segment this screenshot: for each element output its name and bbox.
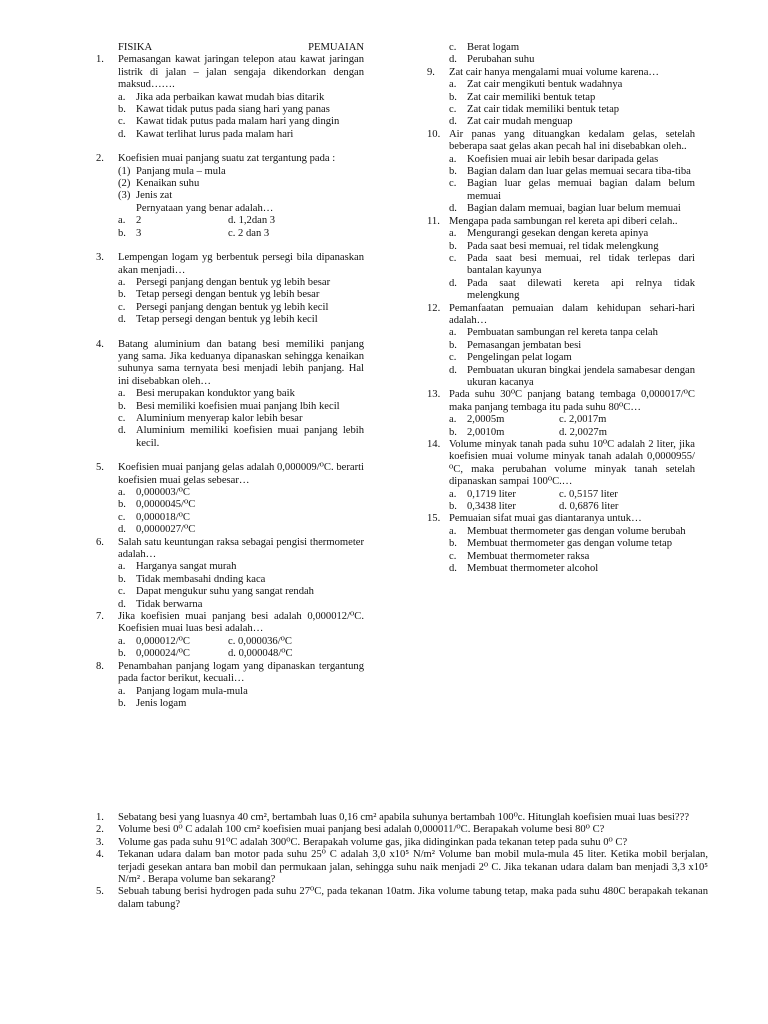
essay-text: Volume besi 0⁰ C adalah 100 cm² koefisien muai panjang besi adalah 0,000011/⁰C. Berapakah volume besi 80⁰ C? [118, 824, 605, 836]
answer-option [96, 512, 364, 524]
option-left [118, 648, 228, 660]
essay-question-list [96, 812, 708, 911]
option-letter: c. [118, 511, 126, 523]
answer-option [96, 116, 364, 128]
question-number: 10. [427, 128, 441, 140]
option-text: Zat cair mengikuti bentuk wadahnya [467, 79, 623, 91]
option-text: Kawat terlihat lurus pada malam hari [136, 128, 294, 140]
question-text: Jika koefisien muai panjang besi adalah 0,000012/⁰C. Koefisien muai luas besi adalah… [118, 611, 364, 635]
option-text: Koefisien muai air lebih besar daripada gelas [467, 153, 659, 165]
answer-option [427, 154, 695, 166]
essay-number: 2. [96, 824, 104, 836]
question-number: 8. [96, 660, 104, 672]
option-letter: c. [449, 550, 457, 562]
answer-option [427, 178, 695, 203]
statement-item [96, 190, 364, 202]
question-text: Air panas yang dituangkan kedalam gelas, setelah beberapa saat gelas akan pecah hal ini disebabkan oleh.. [449, 128, 695, 153]
answer-option [96, 401, 364, 413]
option-text: 2 [136, 215, 142, 227]
essay-question [96, 812, 708, 824]
option-text: Berat logam [467, 42, 520, 53]
question-item [427, 389, 695, 439]
option-text: Besi memiliki koefisien muai panjang lbih kecil [136, 400, 340, 412]
option-letter: b. [118, 289, 126, 301]
option-right: c. 2,0017m [559, 414, 607, 426]
question-row [427, 439, 695, 489]
option-right: d. 0,000048/⁰C [228, 648, 293, 660]
option-text: Aluminium menyerap kalor lebih besar [136, 412, 303, 424]
option-text: Perubahan suhu [467, 54, 535, 66]
essay-number: 3. [96, 836, 104, 848]
option-right: c. 0,5157 liter [559, 488, 618, 500]
option-letter: c. [118, 116, 126, 128]
essay-text: Sebuah tabung berisi hydrogen pada suhu 27⁰C, pada tekanan 10atm. Jika volume tabung tetap, maka pada suhu 480C berapakah tekanan dalam tabung? [118, 886, 708, 910]
question-item [427, 513, 695, 575]
answer-option [96, 92, 364, 104]
option-letter: c. [118, 412, 126, 424]
question-text: Mengapa pada sambungan rel kereta api diberi celah.. [449, 215, 678, 227]
question-text: Pemanfaatan pemuaian dalam kehidupan sehari-hari adalah… [449, 302, 695, 326]
option-text: Panjang logam mula-mula [136, 685, 248, 697]
answer-option [427, 253, 695, 278]
option-right: c. 0,000036/⁰C [228, 635, 292, 647]
statement-item [96, 178, 364, 190]
answer-option [96, 487, 364, 499]
answer-option [96, 289, 364, 301]
answer-option [96, 499, 364, 511]
answer-option [96, 586, 364, 598]
answer-option [427, 228, 695, 240]
answer-option [427, 327, 695, 339]
option-text: Persegi panjang dengan bentuk yg lebih kecil [136, 301, 329, 313]
question-text: Salah satu keuntungan raksa sebagai pengisi thermometer adalah… [118, 536, 364, 561]
option-text: 0,0000027/⁰C [136, 524, 196, 536]
answer-option [96, 277, 364, 289]
question-row [96, 537, 364, 562]
right-question-list [427, 42, 695, 575]
right-column [427, 42, 695, 575]
answer-option [427, 241, 695, 253]
option-left [449, 427, 559, 439]
question-item [427, 129, 695, 216]
option-right: d. 0,6876 liter [559, 501, 619, 513]
answer-option [96, 129, 364, 141]
statement-note: Pernyataan yang benar adalah… [136, 202, 274, 214]
option-text: 3 [136, 227, 142, 239]
option-text: Tetap persegi dengan bentuk yg lebih kecil [136, 314, 318, 326]
option-left [449, 489, 559, 501]
option-letter: d. [449, 203, 457, 215]
question-row [427, 216, 695, 228]
option-left [118, 636, 228, 648]
answer-option [427, 54, 695, 66]
statement-text: Kenaikan suhu [136, 178, 200, 190]
answer-option [427, 340, 695, 352]
option-text: Zat cair memiliki bentuk tetap [467, 91, 596, 103]
statement-label: (2) [118, 178, 131, 190]
question-number: 7. [96, 611, 104, 623]
question-item [427, 439, 695, 513]
subject-label: FISIKA [118, 42, 153, 53]
option-right: c. 2 dan 3 [228, 227, 270, 239]
option-text: Bagian luar gelas memuai bagian dalam belum memuai [467, 178, 695, 202]
option-text: Membuat thermometer gas dengan volume berubah [467, 525, 686, 537]
question-number: 12. [427, 302, 441, 314]
essay-number: 1. [96, 812, 104, 823]
question-text: Batang aluminium dan batang besi memiliki panjang yang sama. Jika keduanya dipanaskan sehingga kenaikan suhunya sama ternyata besi menjadi lebih panjang. Hal ini disebabkan oleh… [118, 338, 364, 387]
answer-option [96, 314, 364, 326]
answer-option-pair [427, 414, 695, 426]
option-text: Tidak membasahi dnding kaca [136, 573, 266, 585]
option-left [118, 228, 228, 240]
essay-question [96, 886, 708, 911]
question-row [427, 513, 695, 525]
option-letter: d. [118, 425, 126, 437]
answer-option-pair [427, 489, 695, 501]
option-letter: c. [449, 104, 457, 116]
statement-item [96, 166, 364, 178]
question-row [96, 661, 364, 686]
essay-text: Tekanan udara dalam ban motor pada suhu 25⁰ C adalah 3,0 x10⁵ N/m² Volume ban mobil mula-mula 45 liter. Ketika mobil berjalan, terjadi gesekan antara ban mobil dan permukaan jalan, sehingga suhu naik menjadi 2⁰ C. Jika tekanan udara dalam ban menjadi 3,3 x10⁵ N/m² . Berapa volume ban sekarang? [118, 849, 708, 886]
answer-option [427, 116, 695, 128]
answer-option [96, 388, 364, 400]
answer-option [96, 698, 364, 710]
option-left [449, 501, 559, 513]
answer-option-pair [427, 501, 695, 513]
option-right: d. 1,2dan 3 [228, 215, 276, 227]
question-number: 4. [96, 338, 104, 350]
question-row [96, 339, 364, 389]
answer-option [427, 42, 695, 54]
answer-option [427, 526, 695, 538]
option-text: 0,1719 liter [467, 488, 516, 500]
question-row [96, 252, 364, 277]
option-letter: a. [449, 488, 457, 500]
option-letter: a. [449, 79, 457, 91]
answer-option [96, 686, 364, 698]
question-number: 2. [96, 153, 104, 165]
option-text: 0,000018/⁰C [136, 511, 190, 523]
option-letter: c. [118, 301, 126, 313]
question-text: Koefisien muai panjang gelas adalah 0,000009/⁰C. berarti koefisien muai gelas sebesar… [118, 462, 364, 486]
option-letter: b. [449, 501, 457, 513]
question-item [427, 67, 695, 129]
question-item [96, 153, 364, 240]
option-letter: d. [118, 314, 126, 326]
answer-option [96, 302, 364, 314]
question-item [427, 303, 695, 390]
option-letter: a. [449, 525, 457, 537]
option-text: Kawat tidak putus pada siang hari yang panas [136, 104, 330, 116]
option-text: Pemasangan jembatan besi [467, 339, 582, 351]
option-letter: d. [449, 364, 457, 376]
question-text: Zat cair hanya mengalami muai volume karena… [449, 66, 660, 78]
question-number: 13. [427, 389, 441, 401]
answer-option [427, 203, 695, 215]
question-text: Penambahan panjang logam yang dipanaskan tergantung pada factor berikut, kecuali… [118, 660, 364, 685]
question-item [427, 216, 695, 303]
topic-label: PEMUAIAN [308, 42, 364, 53]
option-text: Jenis logam [136, 697, 187, 709]
option-letter: d. [118, 128, 126, 140]
essay-text: Volume gas pada suhu 91⁰C adalah 300⁰C. Berapakah volume gas, jika didinginkan pada tekanan tetep pada suhu 0⁰ C? [118, 836, 628, 848]
question-item [96, 54, 364, 141]
option-letter: a. [449, 153, 457, 165]
question-row [427, 303, 695, 328]
option-text: Dapat mengukur suhu yang sangat rendah [136, 586, 314, 598]
answer-option [427, 538, 695, 550]
option-text: 2,0005m [467, 414, 505, 426]
option-letter: a. [118, 215, 126, 227]
answer-option-pair [96, 636, 364, 648]
answer-option [427, 92, 695, 104]
option-text: Zat cair tidak memiliki bentuk tetap [467, 104, 620, 116]
option-text: 2,0010m [467, 426, 505, 438]
answer-option [96, 413, 364, 425]
option-letter: b. [118, 648, 126, 660]
option-letter: a. [118, 561, 126, 573]
essay-text: Sebatang besi yang luasnya 40 cm², bertambah luas 0,16 cm² apabila suhunya bertambah 100⁰c. Hitunglah koefisien muai luas besi??? [118, 812, 690, 823]
option-text: Aluminium memiliki koefisien muai panjang lebih kecil. [136, 425, 364, 449]
answer-option-pair [96, 215, 364, 227]
option-text: Harganya sangat murah [136, 561, 237, 573]
left-column [96, 42, 364, 710]
option-text: Zat cair mudah menguap [467, 116, 573, 128]
worksheet-header [96, 42, 364, 54]
option-text: Tidak berwarna [136, 598, 203, 610]
answer-option [427, 563, 695, 575]
answer-option [427, 278, 695, 303]
option-left [118, 215, 228, 227]
question-item [427, 42, 695, 67]
option-left [449, 414, 559, 426]
question-item [96, 462, 364, 536]
answer-option [427, 551, 695, 563]
option-text: Membuat thermometer gas dengan volume tetap [467, 538, 673, 550]
option-text: 0,3438 liter [467, 501, 516, 513]
option-letter: a. [118, 487, 126, 498]
question-row [96, 462, 364, 487]
question-text: Pada suhu 30⁰C panjang batang tembaga 0,000017/⁰C maka panjang tembaga itu pada suhu 80⁰C… [449, 389, 695, 413]
option-text: Kawat tidak putus pada malam hari yang dingin [136, 116, 340, 128]
option-letter: b. [449, 240, 457, 252]
question-number: 6. [96, 536, 104, 548]
question-row [427, 67, 695, 79]
essay-question [96, 824, 708, 836]
statement-text: Jenis zat [136, 190, 173, 202]
question-row [96, 153, 364, 165]
option-letter: a. [449, 228, 457, 240]
option-letter: c. [449, 252, 457, 264]
answer-option-pair [427, 427, 695, 439]
answer-option [96, 561, 364, 573]
question-text: Volume minyak tanah pada suhu 10⁰C adalah 2 liter, jika koefisien muai volume minyak tanah adalah 0,0000955/⁰C, maka perubahan volume minyak tanah setelah dipanaskan sampai 100⁰C.… [449, 439, 695, 488]
option-letter: d. [118, 524, 126, 536]
option-text: Membuat thermometer alcohol [467, 563, 599, 575]
option-letter: a. [118, 685, 126, 697]
statement-text: Panjang mula – mula [136, 165, 226, 177]
statement-label: (3) [118, 190, 131, 202]
answer-option-pair [96, 648, 364, 660]
option-letter: d. [449, 277, 457, 289]
option-letter: c. [449, 178, 457, 190]
statement-label: (1) [118, 165, 131, 177]
option-letter: a. [118, 388, 126, 400]
question-row [427, 129, 695, 154]
option-letter: d. [118, 598, 126, 610]
essay-question [96, 849, 708, 886]
question-text: Pemuaian sifat muai gas diantaranya untuk… [449, 513, 642, 525]
option-letter: b. [118, 227, 126, 239]
option-letter: a. [449, 414, 457, 426]
option-text: Membuat thermometer raksa [467, 550, 590, 562]
question-item [96, 661, 364, 711]
answer-option [427, 79, 695, 91]
option-letter: a. [118, 91, 126, 103]
option-letter: b. [449, 339, 457, 351]
answer-option [96, 574, 364, 586]
option-letter: b. [449, 91, 457, 103]
option-letter: d. [449, 54, 457, 66]
option-text: 0,000012/⁰C [136, 635, 190, 647]
answer-option-pair [96, 228, 364, 240]
question-number: 14. [427, 439, 441, 450]
option-letter: b. [118, 573, 126, 585]
option-letter: b. [449, 538, 457, 550]
option-text: Bagian dalam memuai, bagian luar belum memuai [467, 203, 681, 215]
option-letter: d. [449, 563, 457, 575]
answer-option [96, 425, 364, 450]
option-letter: d. [449, 116, 457, 128]
option-text: Pengelingan pelat logam [467, 352, 572, 364]
question-number: 3. [96, 252, 104, 264]
option-text: 0,000024/⁰C [136, 648, 190, 660]
question-row [96, 54, 364, 91]
essay-question [96, 837, 708, 849]
option-text: Bagian dalam dan luar gelas memuai secara tiba-tiba [467, 166, 691, 178]
question-item [96, 537, 364, 611]
question-row [427, 389, 695, 414]
option-text: Tetap persegi dengan bentuk yg lebih besar [136, 289, 320, 301]
question-text: Pemasangan kawat jaringan telepon atau kawat jaringan listrik di jalan – jalan sengaja dikendorkan dengan maksud……. [118, 54, 364, 91]
option-letter: c. [118, 586, 126, 598]
option-letter: a. [449, 327, 457, 339]
answer-option [427, 352, 695, 364]
answer-option [427, 104, 695, 116]
option-text: Pembuatan sambungan rel kereta tanpa celah [467, 327, 658, 339]
essay-number: 5. [96, 886, 104, 898]
option-letter: b. [118, 499, 126, 511]
option-letter: a. [118, 276, 126, 288]
essay-number: 4. [96, 849, 104, 861]
option-letter: c. [449, 352, 457, 364]
question-number: 9. [427, 66, 435, 78]
answer-option [96, 524, 364, 536]
question-number: 1. [96, 54, 104, 66]
question-item [96, 252, 364, 326]
answer-option [427, 166, 695, 178]
option-letter: b. [118, 104, 126, 116]
option-letter: b. [449, 166, 457, 178]
answer-option [96, 599, 364, 611]
answer-option [427, 365, 695, 390]
question-number: 15. [427, 513, 441, 525]
option-text: Pada saat besi memuai, rel tidak melengkung [467, 240, 659, 252]
option-text: Persegi panjang dengan bentuk yg lebih besar [136, 276, 331, 288]
question-number: 11. [427, 215, 440, 227]
option-letter: a. [118, 635, 126, 647]
option-text: Mengurangi gesekan dengan kereta apinya [467, 228, 649, 240]
option-right: d. 2,0027m [559, 426, 607, 438]
option-text: Besi merupakan konduktor yang baik [136, 388, 295, 400]
option-text: Pada saat besi memuai, rel tidak terlepas dari bantalan kayunya [467, 252, 695, 277]
question-text: Lempengan logam yg berbentuk persegi bila dipanaskan akan menjadi… [118, 252, 364, 276]
option-text: 0,000003/⁰C [136, 487, 190, 498]
option-letter: b. [118, 697, 126, 709]
option-letter: b. [118, 400, 126, 412]
option-text: Pada saat dilewati kereta api relnya tidak melengkung [467, 277, 695, 302]
answer-option [96, 104, 364, 116]
question-item [96, 339, 364, 451]
option-text: Pembuatan ukuran bingkai jendela samabesar dengan ukuran kacanya [467, 364, 695, 388]
option-letter: b. [449, 426, 457, 438]
option-letter: c. [449, 42, 457, 53]
left-question-list [96, 54, 364, 710]
option-text: 0,0000045/⁰C [136, 499, 196, 511]
question-text: Koefisien muai panjang suatu zat tergantung pada : [118, 153, 336, 165]
question-item [96, 611, 364, 661]
question-number: 5. [96, 462, 104, 474]
question-row [96, 611, 364, 636]
option-text: Jika ada perbaikan kawat mudah bias ditarik [136, 91, 325, 103]
